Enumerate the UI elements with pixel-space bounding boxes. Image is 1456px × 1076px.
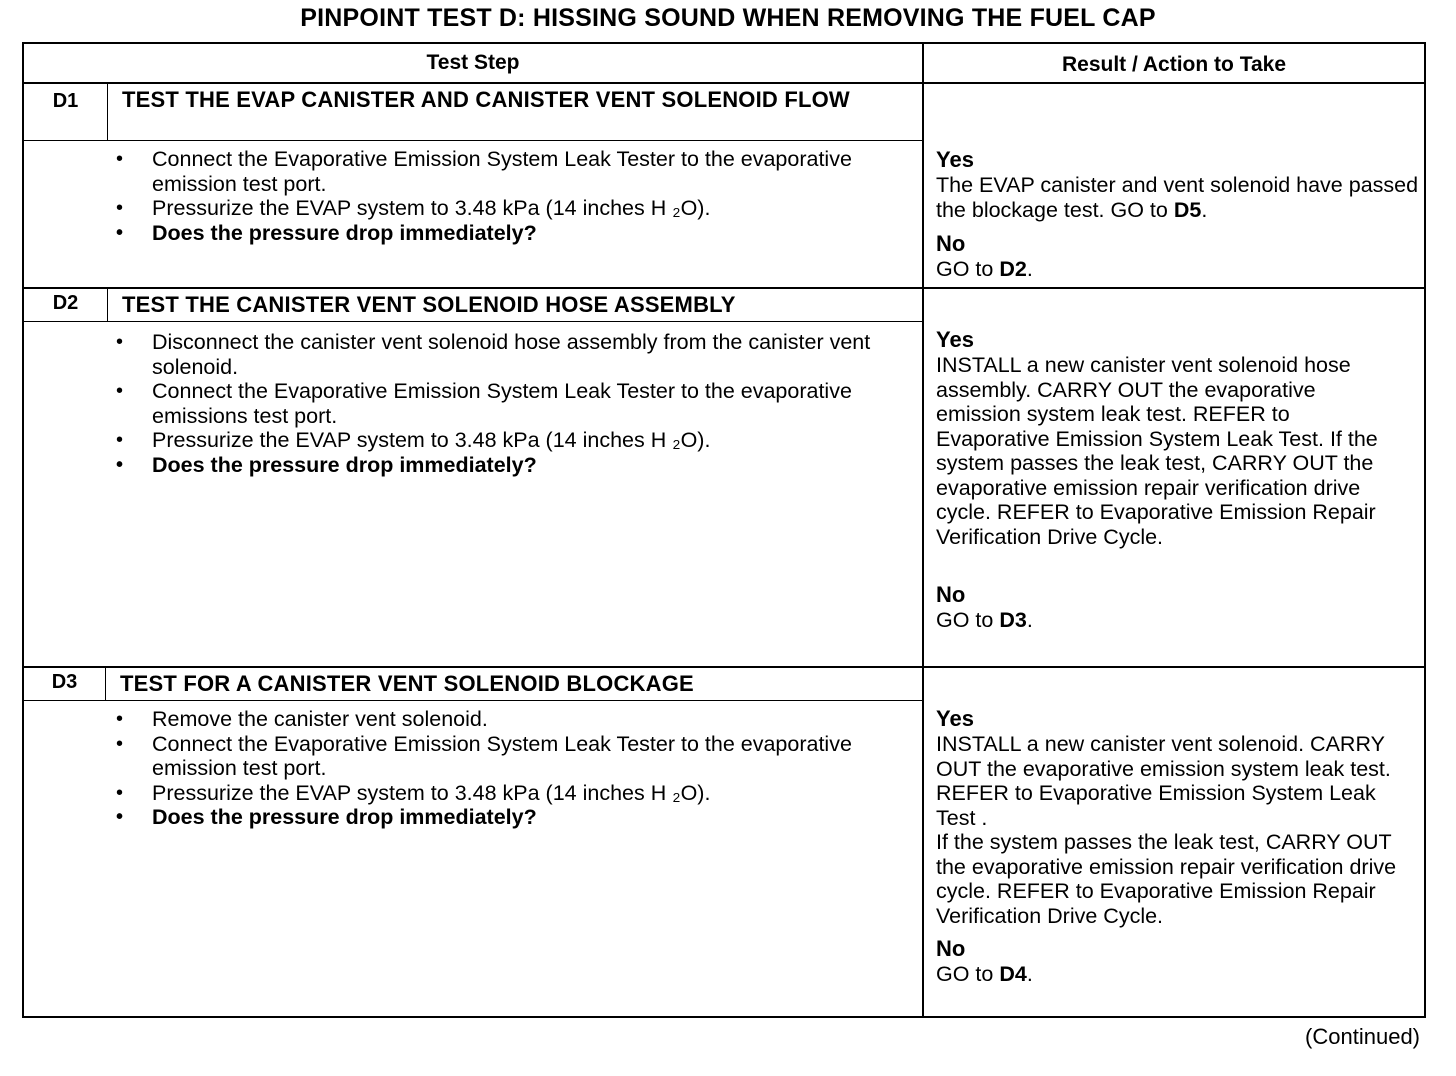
step-d3-bullet: • Remove the canister vent solenoid. [116, 707, 922, 732]
no-label: No [936, 231, 966, 256]
goto-d3: D3 [999, 608, 1027, 632]
step-id-d1: D1 [24, 84, 108, 141]
step-body-d3 [24, 701, 924, 1016]
step-title-d2: TEST THE CANISTER VENT SOLENOID HOSE ASSEMBLY [108, 289, 924, 322]
step-d1-question: • Does the pressure drop immediately? [116, 221, 922, 246]
result-d1 [924, 84, 1424, 289]
step-d3-question: • Does the pressure drop immediately? [116, 805, 922, 830]
step-d2-bullet: • Connect the Evaporative Emission System Leak Tester to the evaporative emissions test port. [116, 379, 922, 428]
result-d3 [924, 668, 1424, 1016]
continued-label: (Continued) [1305, 1024, 1420, 1049]
no-label: No [936, 936, 966, 961]
goto-d5: D5 [1173, 197, 1202, 222]
result-d2 [924, 289, 1424, 668]
step-body-d1 [24, 141, 924, 289]
step-body-d2 [24, 322, 924, 668]
goto-d4: D4 [999, 962, 1027, 986]
step-id-d2: D2 [24, 289, 108, 322]
column-header-test-step: Test Step [24, 44, 924, 84]
no-action-d3: GO to D4. [936, 962, 1033, 986]
step-d2-bullet-list [116, 330, 922, 477]
step-d2-bullet: • Disconnect the canister vent solenoid hose assembly from the canister vent solenoid. [116, 330, 922, 379]
goto-d2: D2 [999, 257, 1027, 281]
yes-action-d2: INSTALL a new canister vent solenoid hose assembly. CARRY OUT the evaporative emission system leak test. REFER to Evaporative Emission System Leak Test. If the system passes the leak test, CARRY OUT the evaporative emission repair verification drive cycle. REFER to Evaporative Emission Repair Verification Drive Cycle. [936, 353, 1378, 549]
step-d1-bullet: • Pressurize the EVAP system to 3.48 kPa (14 inches H ₂O). [116, 196, 922, 221]
step-title-d1: TEST THE EVAP CANISTER AND CANISTER VENT SOLENOID FLOW [108, 84, 924, 141]
column-header-result: Result / Action to Take [924, 44, 1424, 84]
yes-label: Yes [936, 147, 974, 172]
pinpoint-test-table [22, 42, 1426, 1018]
step-d3-bullet: • Connect the Evaporative Emission System Leak Tester to the evaporative emission test port. [116, 732, 922, 781]
step-d3-bullet: • Pressurize the EVAP system to 3.48 kPa (14 inches H ₂O). [116, 781, 922, 806]
yes-action-d3: INSTALL a new canister vent solenoid. CARRY OUT the evaporative emission system leak test. REFER to Evaporative Emission System Leak Test . If the system passes the leak test, CARRY OUT the evaporative emission repair verification drive cycle. REFER to Evaporative Emission Repair Verification Drive Cycle. [936, 732, 1397, 928]
step-title-d3: TEST FOR A CANISTER VENT SOLENOID BLOCKAGE [106, 668, 924, 701]
yes-action-d1: The EVAP canister and vent solenoid have passed the blockage test. GO to D5. [936, 173, 1419, 222]
no-label: No [936, 582, 966, 607]
page-title: PINPOINT TEST D: HISSING SOUND WHEN REMOVING THE FUEL CAP [300, 4, 1156, 32]
step-d2-bullet: • Pressurize the EVAP system to 3.48 kPa (14 inches H ₂O). [116, 428, 922, 453]
step-id-d3: D3 [24, 668, 106, 701]
yes-label: Yes [936, 327, 974, 352]
yes-label: Yes [936, 706, 974, 731]
no-action-d2: GO to D3. [936, 608, 1033, 632]
step-d1-bullet-list [116, 147, 922, 245]
step-d1-bullet: • Connect the Evaporative Emission System Leak Tester to the evaporative emission test port. [116, 147, 922, 196]
step-d3-bullet-list [116, 707, 922, 830]
no-action-d1: GO to D2. [936, 257, 1033, 281]
step-d2-question: • Does the pressure drop immediately? [116, 453, 922, 478]
